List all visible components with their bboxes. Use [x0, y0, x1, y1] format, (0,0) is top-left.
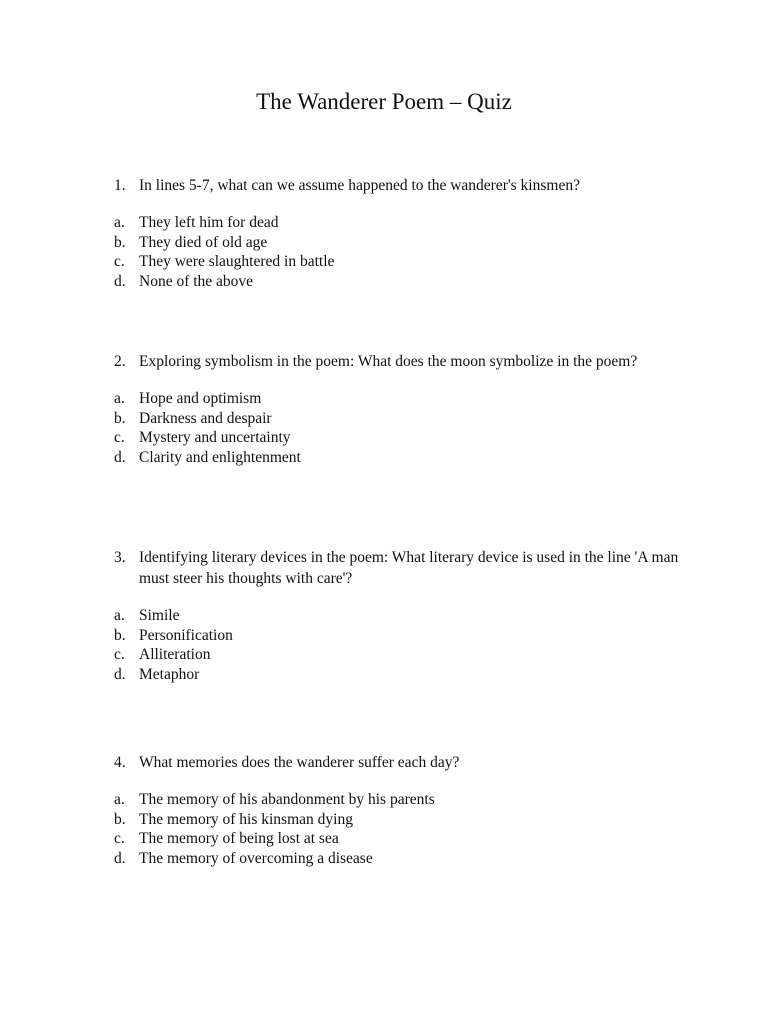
question-number: 2. — [114, 353, 126, 370]
options-list — [110, 389, 690, 467]
option-text: Clarity and enlightenment — [139, 448, 301, 466]
option-letter: b. — [114, 810, 126, 828]
question-number: 4. — [114, 754, 126, 771]
option-letter: b. — [114, 409, 126, 427]
option-text: None of the above — [139, 272, 254, 290]
option-letter: c. — [114, 429, 125, 447]
option-text: Personification — [139, 626, 233, 644]
question-text-row — [110, 351, 690, 372]
option-text: Metaphor — [139, 665, 200, 683]
question-2 — [110, 351, 690, 467]
option-letter: c. — [114, 646, 125, 664]
option-text: Simile — [139, 607, 180, 624]
options-list — [110, 606, 690, 684]
question-text-row — [110, 547, 690, 589]
option-text: They left him for dead — [139, 214, 279, 231]
option-b — [110, 626, 690, 646]
option-text: Mystery and uncertainty — [139, 429, 291, 447]
option-c — [110, 252, 690, 272]
option-letter: c. — [114, 253, 125, 271]
option-text: Darkness and despair — [139, 409, 272, 427]
option-letter: c. — [114, 830, 125, 848]
question-number: 3. — [114, 549, 126, 566]
question-3 — [110, 547, 690, 684]
option-text: They died of old age — [139, 233, 268, 251]
option-b — [110, 810, 690, 830]
option-text: The memory of overcoming a disease — [139, 849, 373, 867]
option-c — [110, 428, 690, 448]
option-text: The memory of his kinsman dying — [139, 810, 353, 828]
question-text: In lines 5-7, what can we assume happened to the wanderer's kinsmen? — [139, 177, 580, 194]
option-letter: a. — [114, 390, 125, 407]
option-c — [110, 829, 690, 849]
options-list — [110, 790, 690, 868]
question-text-row — [110, 752, 690, 773]
option-d — [110, 448, 690, 468]
question-text: What memories does the wanderer suffer each day? — [139, 754, 460, 771]
option-a — [110, 790, 690, 810]
page-title: The Wanderer Poem – Quiz — [256, 89, 512, 114]
option-letter: b. — [114, 626, 126, 644]
option-letter: d. — [114, 665, 126, 683]
question-text: Exploring symbolism in the poem: What does the moon symbolize in the poem? — [139, 353, 638, 370]
option-letter: a. — [114, 214, 125, 231]
option-text: Hope and optimism — [139, 390, 262, 407]
option-letter: d. — [114, 272, 126, 290]
question-1 — [110, 175, 690, 291]
option-text: They were slaughtered in battle — [139, 253, 335, 271]
option-letter: a. — [114, 791, 125, 808]
option-d — [110, 665, 690, 685]
question-text-row — [110, 175, 690, 196]
option-letter: b. — [114, 233, 126, 251]
question-number: 1. — [114, 177, 126, 194]
option-b — [110, 233, 690, 253]
option-a — [110, 213, 690, 233]
option-d — [110, 272, 690, 292]
option-letter: a. — [114, 607, 125, 624]
question-4 — [110, 752, 690, 868]
question-text: Identifying literary devices in the poem: What literary device is used in the line 'A man must steer his thoughts with care'? — [139, 549, 679, 587]
option-b — [110, 409, 690, 429]
option-letter: d. — [114, 849, 126, 867]
option-a — [110, 606, 690, 626]
option-text: The memory of his abandonment by his parents — [139, 791, 435, 808]
option-a — [110, 389, 690, 409]
option-text: The memory of being lost at sea — [139, 830, 339, 848]
option-d — [110, 849, 690, 869]
option-letter: d. — [114, 448, 126, 466]
options-list — [110, 213, 690, 291]
option-text: Alliteration — [139, 646, 211, 664]
option-c — [110, 645, 690, 665]
